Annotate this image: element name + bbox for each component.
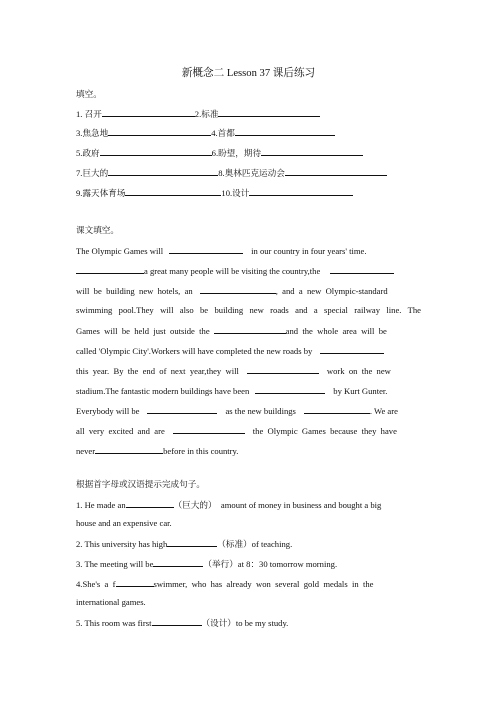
answer-blank[interactable] xyxy=(95,444,163,454)
passage-text: by Kurt Gunter. xyxy=(333,386,388,396)
sentence-text: （巨大的） amount of money in business and bought a big xyxy=(173,500,382,510)
passage-line-6 xyxy=(76,344,384,358)
sentence-4 xyxy=(76,577,373,591)
sentence-text: swimmer, who has already won several gold medals in the xyxy=(153,579,374,589)
vocab-label: 5.政府 xyxy=(76,148,100,158)
vocab-row-4 xyxy=(76,166,387,180)
passage-text: The Olympic Games will xyxy=(76,246,164,256)
passage-text: work on the new xyxy=(326,366,391,376)
sentence-text: 3. The meeting will be xyxy=(76,559,154,569)
sentence-text: （举行）at 8：30 tomorrow morning. xyxy=(203,559,338,569)
passage-text: stadium.The fantastic modern buildings have been xyxy=(76,386,250,396)
passage-line-10 xyxy=(76,424,397,438)
vocab-row-1 xyxy=(76,107,320,121)
answer-blank[interactable] xyxy=(169,244,243,254)
answer-blank[interactable] xyxy=(285,166,387,176)
answer-blank[interactable] xyxy=(235,126,335,136)
passage-line-1 xyxy=(76,244,367,258)
passage-line-7 xyxy=(76,364,391,378)
answer-blank[interactable] xyxy=(218,107,320,117)
passage-line-8 xyxy=(76,384,387,398)
vocab-label: 7.巨大的 xyxy=(76,168,109,178)
answer-blank[interactable] xyxy=(147,404,217,414)
answer-blank[interactable] xyxy=(153,557,203,567)
answer-blank[interactable] xyxy=(214,324,286,334)
vocab-label: 10.设计 xyxy=(221,188,250,198)
sentence-4-cont: international games. xyxy=(76,597,146,607)
sentence-3 xyxy=(76,557,337,571)
answer-blank[interactable] xyxy=(126,498,174,508)
section1-heading: 填空。 xyxy=(76,89,102,99)
vocab-label: 1. 召开 xyxy=(76,109,102,119)
passage-line-5 xyxy=(76,324,387,338)
answer-blank[interactable] xyxy=(255,384,325,394)
page-title: 新概念二 Lesson 37 课后练习 xyxy=(181,68,316,79)
passage-text: never xyxy=(76,446,96,456)
passage-text: all very excited and are xyxy=(76,426,165,436)
sentence-text: 4.She's a f xyxy=(76,579,116,589)
answer-blank[interactable] xyxy=(167,537,217,547)
passage-text: a great many people will be visiting the country,the xyxy=(144,266,321,276)
passage-text: this year. By the end of next year,they will xyxy=(76,366,239,376)
passage-line-9 xyxy=(76,404,398,418)
passage-text: , and a new Olympic-standard xyxy=(275,286,388,296)
answer-blank[interactable] xyxy=(116,577,154,587)
answer-blank[interactable] xyxy=(76,264,144,274)
vocab-row-2 xyxy=(76,126,335,140)
answer-blank[interactable] xyxy=(247,364,319,374)
sentence-1 xyxy=(76,498,381,512)
sentence-1-cont: house and an expensive car. xyxy=(76,518,172,528)
vocab-label: 8.奥林匹克运动会 xyxy=(218,168,285,178)
vocab-row-3 xyxy=(76,146,363,160)
passage-text: will be building new hotels, an xyxy=(76,286,193,296)
answer-blank[interactable] xyxy=(125,186,221,196)
passage-line-4: swimming pool.They will also be building new roads and a special railway line. The xyxy=(76,305,421,315)
passage-line-11 xyxy=(76,444,238,458)
sentence-text: （设计）to be my study. xyxy=(201,618,289,628)
answer-blank[interactable] xyxy=(102,107,195,117)
vocab-label: 9.露天体育场 xyxy=(76,188,126,198)
passage-line-2 xyxy=(76,264,394,278)
answer-blank[interactable] xyxy=(152,616,202,626)
section3-heading: 根据首字母或汉语提示完成句子。 xyxy=(76,479,205,489)
sentence-text: 2. This university has high xyxy=(76,539,168,549)
answer-blank[interactable] xyxy=(100,146,212,156)
sentence-2 xyxy=(76,537,292,551)
sentence-text: 5. This room was first xyxy=(76,618,152,628)
passage-text: before in this country. xyxy=(163,446,239,456)
vocab-label: 3.焦急地 xyxy=(76,128,109,138)
answer-blank[interactable] xyxy=(261,146,363,156)
passage-text: as the new buildings xyxy=(225,406,296,416)
answer-blank[interactable] xyxy=(108,166,218,176)
answer-blank[interactable] xyxy=(304,404,370,414)
passage-text: Games will be held just outside the xyxy=(76,326,210,336)
passage-text: the Olympic Games because they have xyxy=(252,426,397,436)
answer-blank[interactable] xyxy=(320,344,384,354)
sentence-text: 1. He made an xyxy=(76,500,126,510)
answer-blank[interactable] xyxy=(173,424,245,434)
answer-blank[interactable] xyxy=(249,186,353,196)
sentence-text: （标准）of teaching. xyxy=(217,539,293,549)
passage-text: Everybody will be xyxy=(76,406,140,416)
vocab-label: 2.标准 xyxy=(194,109,219,119)
vocab-label: 4.首都 xyxy=(211,128,235,138)
passage-text: and the whole area will be xyxy=(285,326,387,336)
answer-blank[interactable] xyxy=(200,284,276,294)
passage-text: called 'Olympic City'.Workers will have completed the new roads by xyxy=(76,346,313,356)
vocab-row-5 xyxy=(76,186,353,200)
sentence-5 xyxy=(76,616,288,630)
answer-blank[interactable] xyxy=(330,264,394,274)
passage-text: in our country in four years' time. xyxy=(251,246,367,256)
section2-heading: 课文填空。 xyxy=(76,225,119,235)
passage-line-3 xyxy=(76,284,388,298)
vocab-label: 6.盼望，期待 xyxy=(211,148,262,158)
answer-blank[interactable] xyxy=(108,126,211,136)
passage-text: . We are xyxy=(369,406,398,416)
